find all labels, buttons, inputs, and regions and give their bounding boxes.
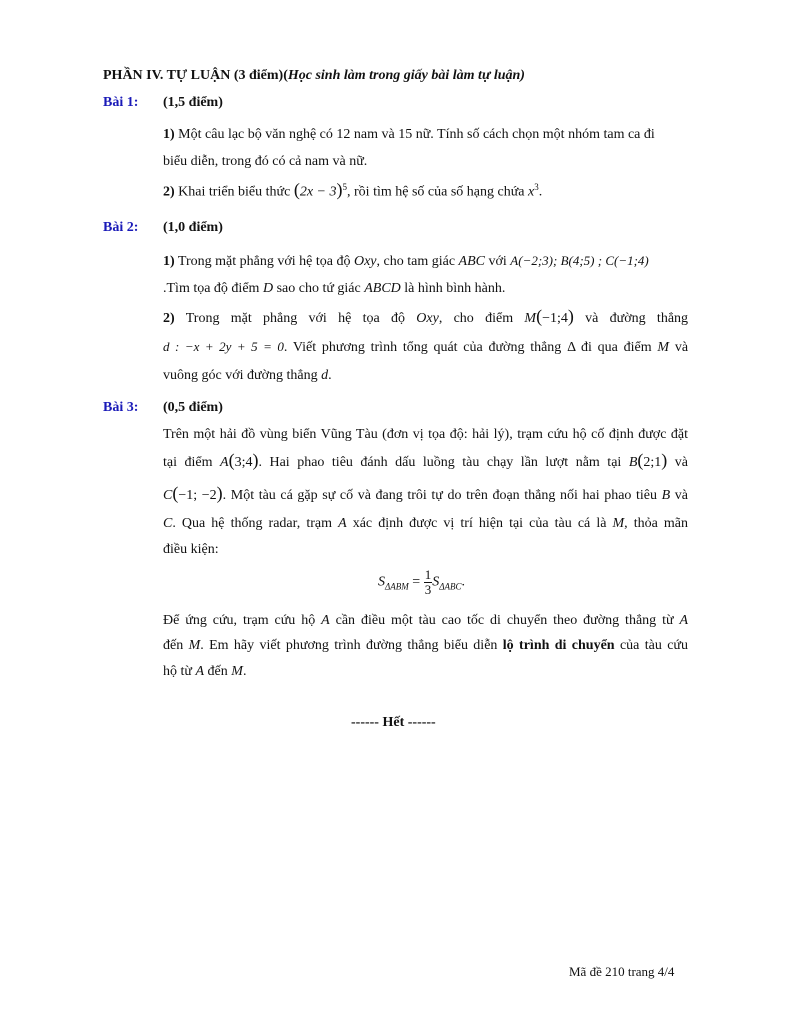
exercise-2-q2-line2: d : −x + 2y + 5 = 0. Viết phương trình tổng quát của đường thẳng Δ đi qua điểm M và bbox=[163, 339, 689, 355]
section-title-main: PHẦN IV. TỰ LUẬN (3 điểm)( bbox=[103, 68, 288, 83]
math-exponent: 3 bbox=[534, 182, 539, 192]
q-number: 1) bbox=[163, 127, 175, 142]
exercise-2-q2-line1: 2) Trong mặt phẳng với hệ tọa độ Oxy, cho điểm M(−1;4) và đường thẳng bbox=[163, 306, 689, 326]
q-text: Khai triển biểu thức bbox=[178, 184, 291, 200]
end-marker: ------ Hết ------ bbox=[351, 715, 436, 730]
exercise-2-q2-line3: vuông góc với đường thẳng d. bbox=[163, 368, 332, 383]
q-text: Một câu lạc bộ văn nghệ có 12 nam và 15 nữ. Tính số cách chọn một nhóm tam ca đi bbox=[178, 127, 655, 142]
fraction: $\frac{1}{3}$ bbox=[424, 567, 432, 597]
exercise-3-line6: Để ứng cứu, trạm cứu hộ A cần điều một tàu cao tốc di chuyển theo đường thẳng từ A bbox=[163, 613, 689, 628]
exercise-1-q2: 2) Khai triển biểu thức $(2x - 3)^5$, rồi tìm hệ số của số hạng chứa $x^3$. bbox=[163, 179, 543, 200]
exercise-2-q1-line2: .Tìm tọa độ điểm D sao cho tứ giác ABCD là hình bình hành. bbox=[163, 281, 506, 296]
q-text: , rồi tìm hệ số của số hạng chứa bbox=[347, 184, 525, 200]
exercise-3-points: (0,5 điểm) bbox=[163, 400, 223, 415]
q-number: 2) bbox=[163, 184, 175, 200]
exercise-3-line8: hộ từ A đến M. bbox=[163, 664, 247, 679]
exercise-1-points: (1,5 điểm) bbox=[163, 95, 223, 110]
exercise-3-line7: đến M. Em hãy viết phương trình đường thẳng biểu diễn lộ trình di chuyển của tàu cứu bbox=[163, 638, 689, 653]
math-expression: 2x − 3 bbox=[299, 184, 337, 200]
exercise-3-line2: tại điểm A(3;4). Hai phao tiêu đánh dấu luồng tàu chạy lần lượt nằm tại B(2;1) và bbox=[163, 450, 689, 470]
section-title-note: Học sinh làm trong giấy bài làm tự luận) bbox=[287, 68, 525, 83]
exercise-3-line4: C. Qua hệ thống radar, trạm A xác định được vị trí hiện tại của tàu cá là M, thỏa mãn bbox=[163, 516, 689, 531]
exercise-2-label: Bài 2: bbox=[103, 220, 139, 235]
exercise-1-q1-line1 bbox=[163, 127, 655, 143]
exercise-2-q1-line1: 1) Trong mặt phẳng với hệ tọa độ Oxy, cho tam giác ABC với A(−2;3); B(4;5) ; C(−1;4) bbox=[163, 253, 649, 269]
exercise-3-label: Bài 3: bbox=[103, 400, 139, 415]
exercise-3-line3: C(−1; −2). Một tàu cá gặp sự cố và đang trôi tự do trên đoạn thẳng nối hai phao tiêu B và bbox=[163, 483, 689, 503]
exercise-3-line1: Trên một hải đồ vùng biển Vũng Tàu (đơn vị tọa độ: hải lý), trạm cứu hộ cố định được đặt bbox=[163, 427, 688, 442]
exercise-3-line5: điều kiện: bbox=[163, 542, 219, 557]
exercise-1-label: Bài 1: bbox=[103, 95, 139, 110]
math-exponent: 5 bbox=[342, 182, 348, 192]
area-formula: $S_{\Delta ABM}$ = $\frac{1}{3}$ $S_{\Delta ABC}$. bbox=[378, 567, 465, 597]
math-var: x bbox=[528, 184, 535, 200]
exercise-1-q1-line2: biểu diễn, trong đó có cả nam và nữ. bbox=[163, 154, 368, 169]
exercise-2-points: (1,0 điểm) bbox=[163, 220, 223, 235]
page-footer: Mã đề 210 trang 4/4 bbox=[569, 964, 675, 979]
section-title bbox=[103, 68, 525, 84]
